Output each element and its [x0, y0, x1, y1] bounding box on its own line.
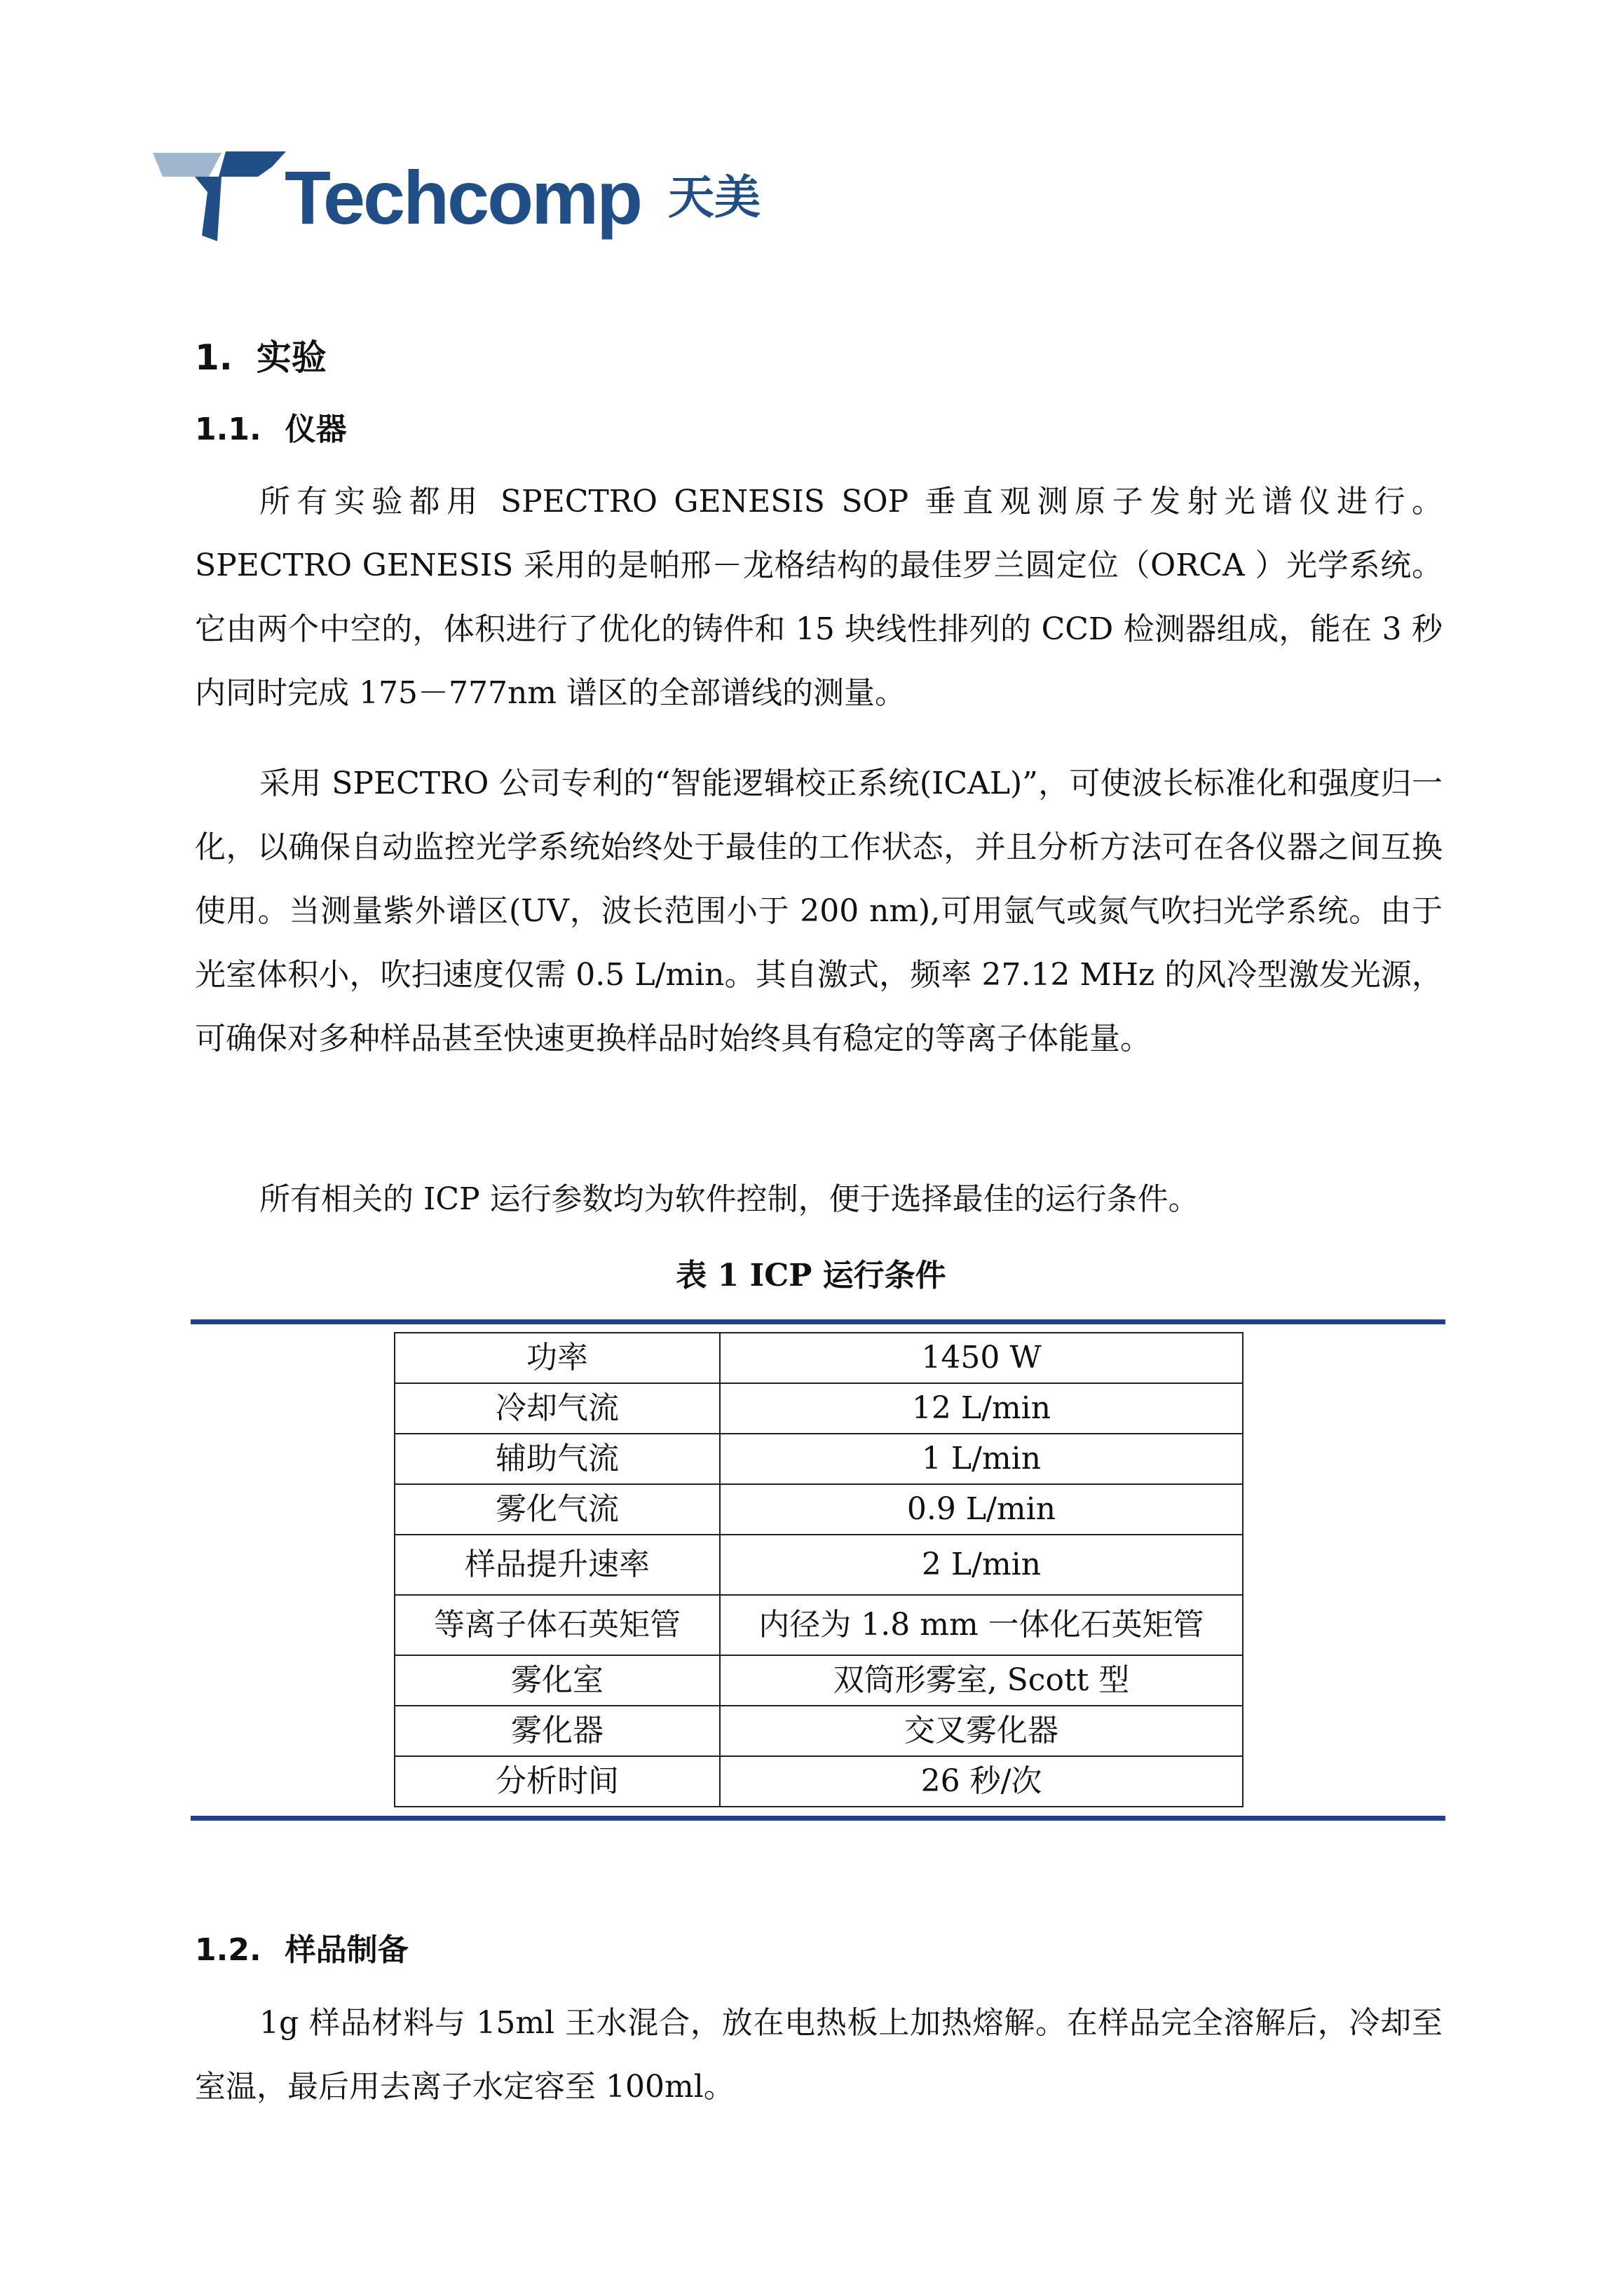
- param-name: 辅助气流: [395, 1434, 720, 1484]
- param-name: 冷却气流: [395, 1383, 720, 1434]
- section-number: 1.: [195, 337, 233, 378]
- section-title: 实验: [256, 337, 327, 378]
- techcomp-t-mark-icon: [153, 149, 286, 247]
- section-1-2-heading: [195, 1929, 409, 1971]
- param-name: 雾化气流: [395, 1484, 720, 1535]
- table-row: [395, 1706, 1243, 1756]
- paragraph-ical: 采用 SPECTRO 公司专利的“智能逻辑校正系统(ICAL)”，可使波长标准化和强度归一化，以确保自动监控光学系统始终处于最佳的工作状态，并且分析方法可在各仪器之间互换使用。当测量紫外谱区(UV，波长范围小于 200 nm),可用氩气或氮气吹扫光学系统。由于光室体积小，吹扫速度仅需 0.5 L/min。其自激式，频率 27.12 MHz 的风冷型激发光源，可确保对多种样品甚至快速更换样品时始终具有稳定的等离子体能量。: [195, 766, 1443, 1057]
- table-bottom-rule: [191, 1816, 1445, 1821]
- paragraph-sample-prep: 1g 样品材料与 15ml 王水混合，放在电热板上加热熔解。在样品完全溶解后，冷却至室温，最后用去离子水定容至 100ml。: [195, 2005, 1443, 2105]
- param-name: 功率: [395, 1333, 720, 1383]
- paragraph-instrument: 所有实验都用 SPECTRO GENESIS SOP 垂直观测原子发射光谱仪进行。SPECTRO GENESIS 采用的是帕邢－龙格结构的最佳罗兰圆定位（ORCA ）光学系统。它由两个中空的，体积进行了优化的铸件和 15 块线性排列的 CCD 检测器组成，能在 3 秒内同时完成 175－777nm 谱区的全部谱线的测量。: [195, 484, 1443, 711]
- techcomp-logo: [153, 149, 854, 247]
- table-row: [395, 1756, 1243, 1807]
- section-title: 仪器: [285, 412, 347, 447]
- param-value: 0.9 L/min: [720, 1484, 1243, 1535]
- table-row: [395, 1383, 1243, 1434]
- table-caption: 表 1 ICP 运行条件: [676, 1258, 946, 1293]
- table-row: [395, 1484, 1243, 1535]
- section-1-heading: [195, 333, 327, 382]
- table-row: [395, 1434, 1243, 1484]
- param-value: 12 L/min: [720, 1383, 1243, 1434]
- section-1-1-heading: [195, 409, 347, 451]
- section-number: 1.1.: [195, 412, 261, 447]
- param-value: 1450 W: [720, 1333, 1243, 1383]
- param-value: 内径为 1.8 mm 一体化石英矩管: [720, 1595, 1243, 1655]
- table-top-rule: [191, 1319, 1445, 1324]
- icp-conditions-table: [394, 1332, 1243, 1807]
- logo-wordmark: Techcomp: [285, 155, 641, 240]
- param-name: 样品提升速率: [395, 1535, 720, 1595]
- param-value: 1 L/min: [720, 1434, 1243, 1484]
- table-row: [395, 1595, 1243, 1655]
- param-value: 双筒形雾室, Scott 型: [720, 1655, 1243, 1706]
- paragraph-parameters: 所有相关的 ICP 运行参数均为软件控制，便于选择最佳的运行条件。: [259, 1181, 1199, 1217]
- section-number: 1.2.: [195, 1932, 261, 1968]
- table-row: [395, 1333, 1243, 1383]
- table-row: [395, 1655, 1243, 1706]
- param-name: 雾化器: [395, 1706, 720, 1756]
- logo-chinese-name: 天美: [668, 170, 761, 224]
- param-name: 分析时间: [395, 1756, 720, 1807]
- param-value: 2 L/min: [720, 1535, 1243, 1595]
- table-row: [395, 1535, 1243, 1595]
- param-value: 26 秒/次: [720, 1756, 1243, 1807]
- param-value: 交叉雾化器: [720, 1706, 1243, 1756]
- section-title: 样品制备: [285, 1932, 409, 1968]
- param-name: 等离子体石英矩管: [395, 1595, 720, 1655]
- param-name: 雾化室: [395, 1655, 720, 1706]
